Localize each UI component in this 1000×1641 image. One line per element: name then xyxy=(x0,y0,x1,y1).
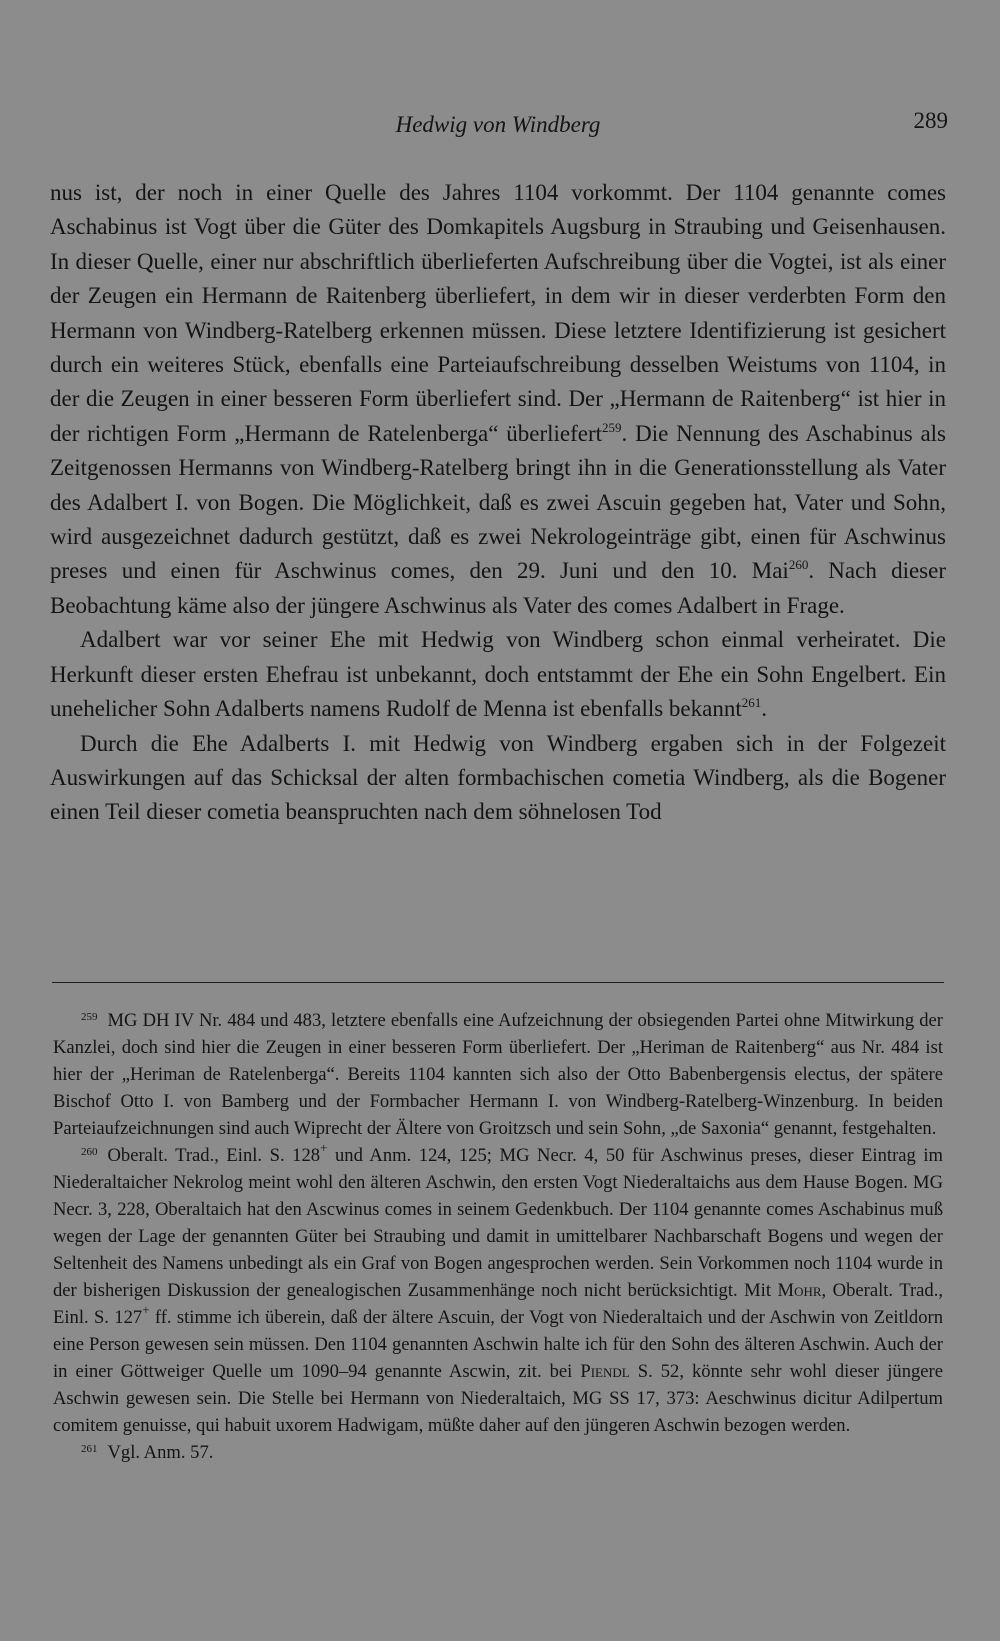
paragraph-3-text: Durch die Ehe Adalberts I. mit Hedwig von Windberg ergaben sich in der Folgezeit Auswirkungen auf das Schicksal der alten formbachischen cometia Windberg, als die Bogener einen Teil dieser cometia beanspruchten nach dem söhnelosen Tod xyxy=(50,730,946,825)
plus-mark: + xyxy=(142,1302,150,1317)
footnote-ref-260: 260 xyxy=(788,557,809,573)
footnote-text: Oberalt. Trad., Einl. S. 128 xyxy=(107,1145,321,1166)
paragraph-3 xyxy=(50,727,946,830)
paragraph-1-text-a: nus ist, der noch in einer Quelle des Jahres 1104 vorkommt. Der 1104 genannte comes Aschabinus ist Vogt über die Güter des Domkapitels Augsburg in Straubing und Geisenhausen. In dieser Quelle, einer nur abschriftlich überlieferten Aufschreibung über die Vogtei, ist als einer der Zeugen ein Hermann de Raitenberg überliefert, in dem wir in dieser verderbten Form den Hermann von Windberg-Ratelberg erkennen müssen. Diese letztere Identifizierung ist gesichert durch ein weiteres Stück, ebenfalls eine Parteiaufschreibung desselben Weistums von 1104, in der die Zeugen in einer besseren Form überliefert sind. Der „Hermann de Raitenberg“ ist hier in der richtigen Form „Hermann de Ratelenberga“ überliefert xyxy=(50,180,946,446)
paragraph-2-text-a: Adalbert war vor seiner Ehe mit Hedwig von Windberg schon einmal verheiratet. Die Herkunft dieser ersten Ehefrau ist unbekannt, doch entstammt der Ehe ein Sohn Engelbert. Ein unehelicher Sohn Adalberts namens Rudolf de Menna ist ebenfalls bekannt xyxy=(50,627,946,722)
footnote-text: ff. stimme ich überein, daß der ältere Ascuin, der Vogt von Niederaltaich und der Aschwin von Zeitldorn eine Person gewesen sein müssen. Den 1104 genannten Aschwin halte ich für den Sohn des älteren Aschwin. Auch der in einer Göttweiger Quelle um 1090–94 genannte Ascwin, zit. bei xyxy=(53,1307,943,1382)
footnote-text: Vgl. Anm. 57. xyxy=(107,1442,214,1463)
main-text xyxy=(50,176,946,830)
running-title: Hedwig von Windberg xyxy=(395,112,601,137)
footnote-number: 261 xyxy=(81,1443,98,1455)
paragraph-1-text-c: . Nach dieser Beobachtung käme also der jüngere Aschwinus als Vater des comes Adalbert in Frage. xyxy=(50,558,946,618)
paragraph-1 xyxy=(50,176,946,623)
author-name: Mohr xyxy=(777,1280,822,1301)
footnote-number: 260 xyxy=(81,1146,98,1158)
author-name: Piendl xyxy=(580,1361,630,1382)
footnote-number: 259 xyxy=(81,1011,98,1023)
paragraph-2-text-b: . xyxy=(761,696,767,722)
footnote-text: MG DH IV Nr. 484 und 483, letztere ebenfalls eine Aufzeichnung der obsiegenden Partei ohne Mitwirkung der Kanzlei, doch sind hier die Zeugen in einer besseren Form überliefert. Der „Heriman de Raitenberg“ aus Nr. 484 ist hier der „Heriman de Ratelenberga“. Bereits 1104 kannten sich also der Otto Babenbergensis electus, der spätere Bischof Otto I. von Bamberg und der Formbacher Hermann I. von Windberg-Ratelberg-Winzenburg. In beiden Parteiaufzeichnungen sind auch Wiprecht der Ältere von Groitzsch und sein Sohn, „de Saxonia“ genannt, festgehalten. xyxy=(53,1010,943,1139)
footnotes xyxy=(53,1007,943,1466)
footnote-259 xyxy=(53,1007,943,1142)
footnote-ref-261: 261 xyxy=(741,695,762,711)
footnote-text: und Anm. 124, 125; MG Necr. 4, 50 für Aschwinus preses, dieser Eintrag im Niederaltaicher Nekrolog meint wohl den älteren Aschwin, den ersten Vogt Niederaltaichs aus dem Hause Bogen. MG Necr. 3, 228, Oberaltaich hat den Ascwinus comes in seinem Gedenkbuch. Der 1104 genannte comes Aschabinus muß wegen der Lage der genannten Güter bei Straubing und damit in umittelbarer Nachbarschaft Bogens und wegen der Seltenheit des Namens unbedingt als ein Graf von Bogen angesprochen werden. Sein Vorkommen noch 1104 wurde in der bisherigen Diskussion der genealogischen Zusammenhänge noch nicht berücksichtigt. Mit xyxy=(53,1145,943,1301)
running-head xyxy=(48,108,948,142)
paragraph-1-text-b: . Die Nennung des Aschabinus als Zeitgenossen Hermanns von Windberg-Ratelberg bringt ihn in die Generationsstellung als Vater des Adalbert I. von Bogen. Die Möglichkeit, daß es zwei Ascuin gegeben hat, Vater und Sohn, wird ausgezeichnet dadurch gestützt, daß es zwei Nekrologeinträge gibt, einen für Aschwinus preses und einen für Aschwinus comes, den 29. Juni und den 10. Mai xyxy=(50,420,946,584)
footnote-text: S. 52, könnte sehr wohl dieser jüngere Aschwin gewesen sein. Die Stelle bei Hermann von Niederaltaich, MG SS 17, 373: Aeschwinus dicitur Adilpertum comitem genuisse, qui habuit uxorem Hadwigam, müßte daher auf den jüngeren Aschwin bezogen werden. xyxy=(53,1361,943,1436)
footnote-260 xyxy=(53,1142,943,1439)
page-number: 289 xyxy=(913,108,948,133)
plus-mark: + xyxy=(320,1140,328,1155)
paragraph-2 xyxy=(50,623,946,726)
footnote-divider xyxy=(52,982,944,983)
footnote-text: , Oberalt. Trad., Einl. S. 127 xyxy=(53,1280,943,1328)
footnote-ref-259: 259 xyxy=(602,419,622,435)
footnote-261 xyxy=(53,1439,943,1466)
